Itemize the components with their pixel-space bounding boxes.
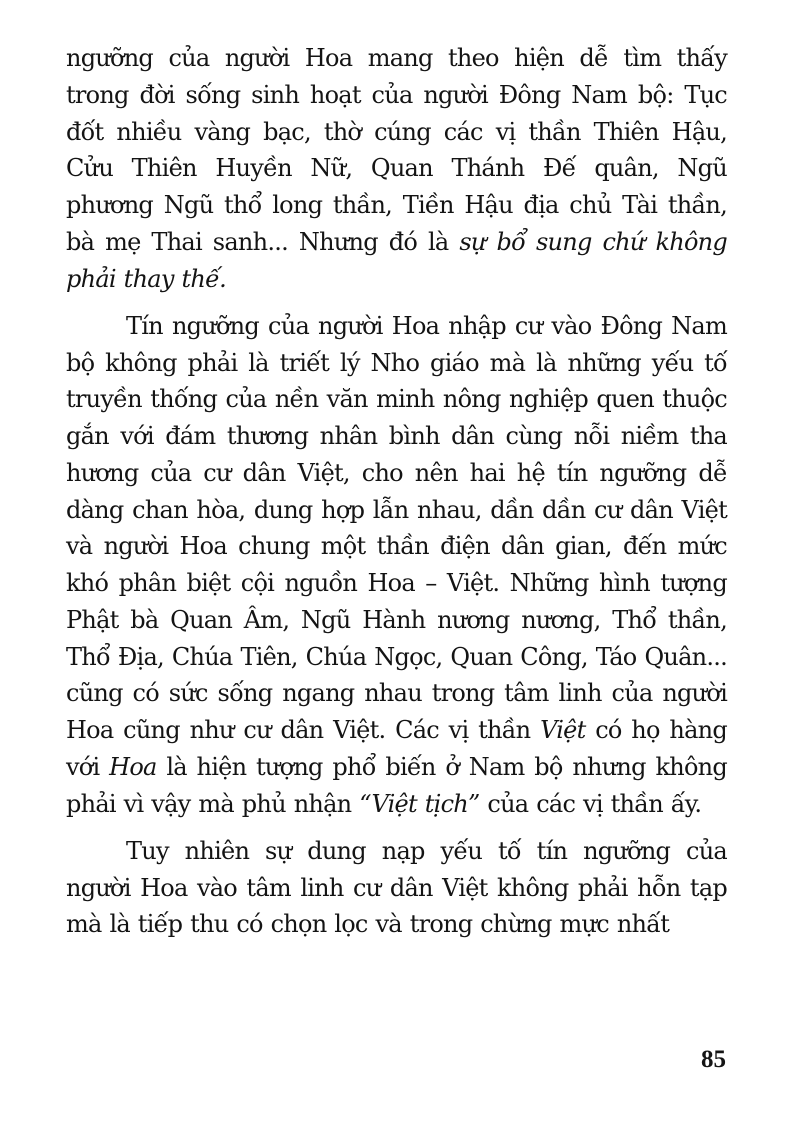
paragraph-2-text-b: có họ hàng với xyxy=(66,716,727,781)
paragraph-2-emphasis-viet-tich: “Việt tịch” xyxy=(359,789,480,818)
paragraph-2-text-c: là hiện tượng phổ biến ở Nam bộ nhưng không phải vì vậy mà phủ nhận xyxy=(66,752,727,818)
page-number: 85 xyxy=(701,1046,726,1073)
paragraph-2 xyxy=(66,308,727,823)
page-body xyxy=(66,40,727,943)
paragraph-1-text: ngưỡng của người Hoa mang theo hiện dễ tìm thấy trong đời sống sinh hoạt của người Đông Nam bộ: Tục đốt nhiều vàng bạc, thờ cúng các vị thần Thiên Hậu, Cửu Thiên Huyền Nữ, Quan Thánh Đế quân, Ngũ phương Ngũ thổ long thần, Tiền Hậu địa chủ Tài thần, bà mẹ Thai sanh... Nhưng đó là xyxy=(66,44,727,256)
paragraph-3-text: Tuy nhiên sự dung nạp yếu tố tín ngưỡng của người Hoa vào tâm linh cư dân Việt không phải hỗn tạp mà là tiếp thu có chọn lọc và trong chừng mực nhất xyxy=(66,836,727,939)
paragraph-2-emphasis-hoa: Hoa xyxy=(109,752,157,781)
paragraph-3 xyxy=(66,833,727,943)
paragraph-1-emphasis: sự bổ sung chứ không phải thay thế. xyxy=(66,227,727,293)
paragraph-2-text-d: của các vị thần ấy. xyxy=(479,789,702,818)
paragraph-2-emphasis-viet: Việt xyxy=(540,716,586,744)
paragraph-2-text-a: Tín ngưỡng của người Hoa nhập cư vào Đông Nam bộ không phải là triết lý Nho giáo mà là những yếu tố truyền thống của nền văn minh nông nghiệp quen thuộc gắn với đám thương nhân bình dân cùng nỗi niềm tha hương của cư dân Việt, cho nên hai hệ tín ngưỡng dễ dàng chan hòa, dung hợp lẫn nhau, dần dần cư dân Việt và người Hoa chung một thần điện dân gian, đến mức khó phân biệt cội nguồn Hoa – Việt. Những hình tượng Phật bà Quan Âm, Ngũ Hành nương nương, Thổ thần, Thổ Địa, Chúa Tiên, Chúa Ngọc, Quan Công, Táo Quân... cũng có sức sống ngang nhau trong tâm linh của người Hoa cũng như cư dân Việt. Các vị thần xyxy=(66,311,727,744)
paragraph-1 xyxy=(66,40,727,297)
